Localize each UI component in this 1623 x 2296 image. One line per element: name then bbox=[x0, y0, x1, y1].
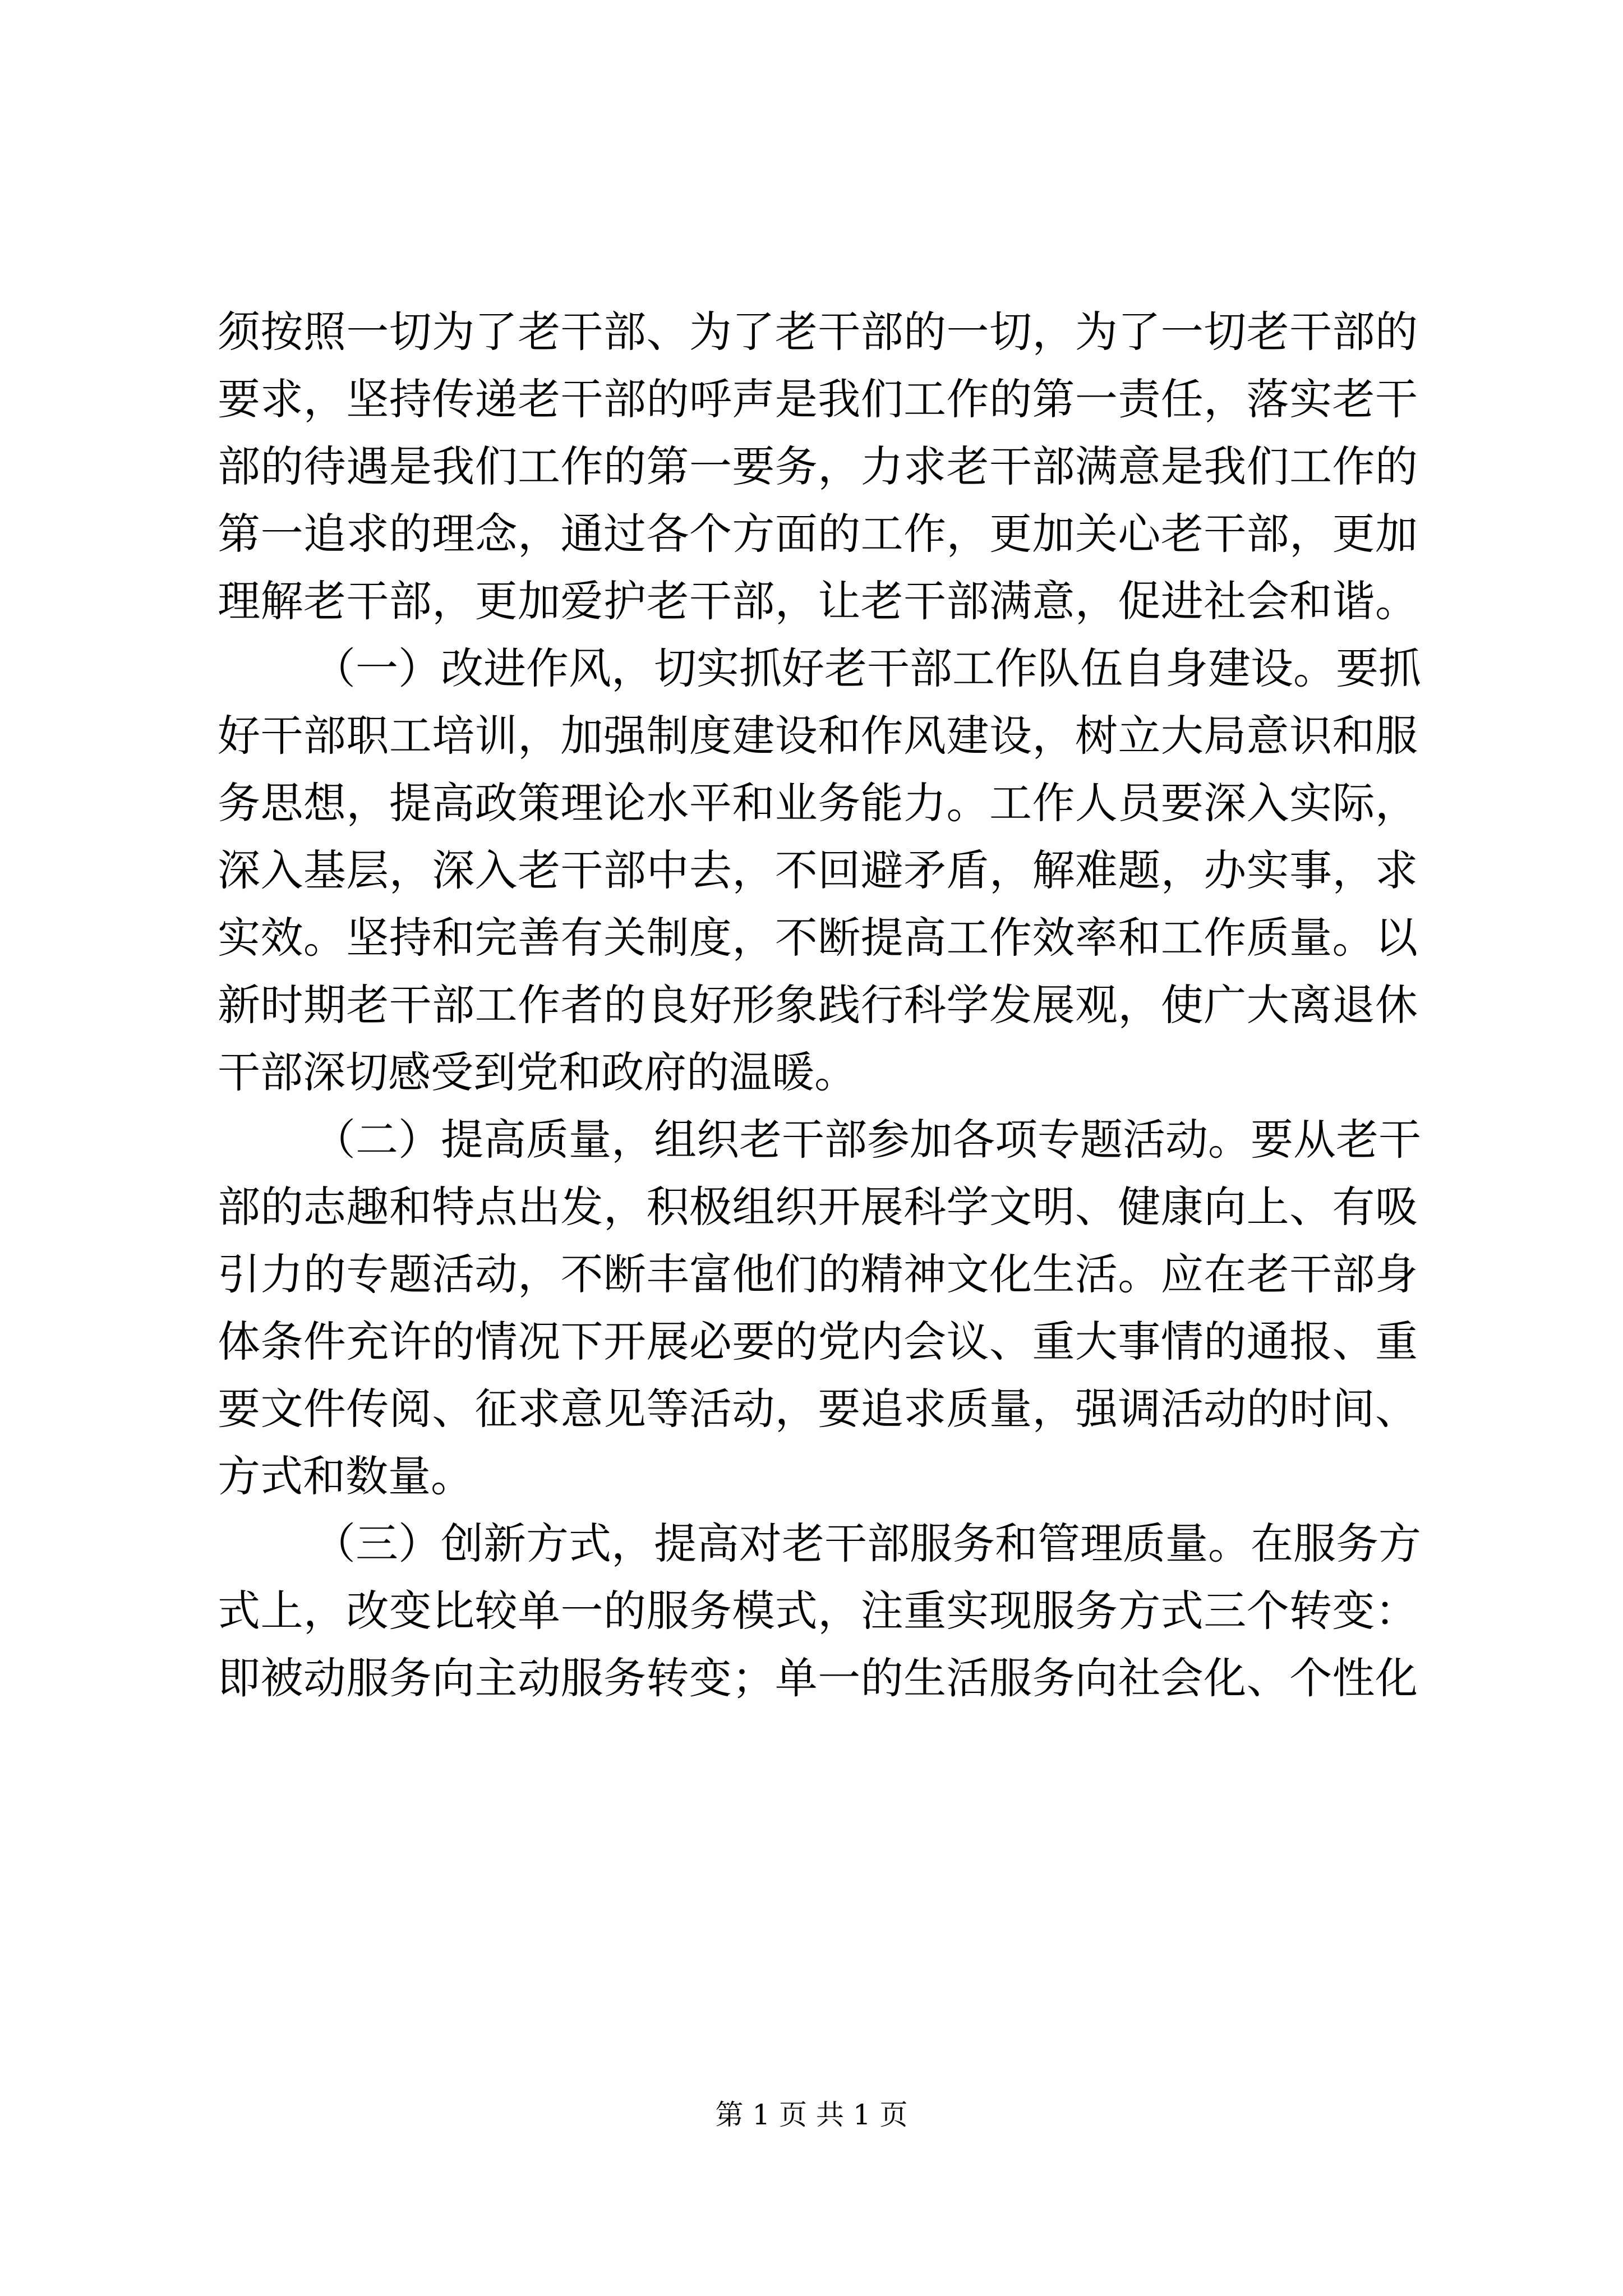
text-line: 引力的专题活动，不断丰富他们的精神文化生活。应在老干部身 bbox=[218, 1249, 1418, 1299]
text-line: 须按照一切为了老干部、为了老干部的一切，为了一切老干部的 bbox=[218, 307, 1418, 357]
text-line: 体条件充许的情况下开展必要的党内会议、重大事情的通报、重 bbox=[218, 1317, 1418, 1366]
text-line: 好干部职工培训，加强制度建设和作风建设，树立大局意识和服 bbox=[218, 711, 1418, 761]
text-line: 深入基层，深入老干部中去，不回避矛盾，解难题，办实事，求 bbox=[218, 845, 1418, 895]
text-line: 新时期老干部工作者的良好形象践行科学发展观，使广大离退休 bbox=[218, 980, 1418, 1030]
text-line: 要文件传阅、征求意见等活动，要追求质量，强调活动的时间、 bbox=[218, 1384, 1418, 1434]
text-line: 实效。坚持和完善有关制度，不断提高工作效率和工作质量。以 bbox=[218, 913, 1418, 963]
paragraph-heading-1: （一）改进作风，切实抓好老干部工作队伍自身建设。要抓 bbox=[313, 643, 1421, 693]
text-line: 方式和数量。 bbox=[218, 1451, 473, 1501]
paragraph-heading-2: （二）提高质量，组织老干部参加各项专题活动。要从老干 bbox=[313, 1115, 1421, 1165]
text-line: 第一追求的理念，通过各个方面的工作，更加关心老干部，更加 bbox=[218, 509, 1418, 559]
text-line: 部的志趣和特点出发，积极组织开展科学文明、健康向上、有吸 bbox=[218, 1182, 1418, 1232]
page-number-footer: 第 1 页 共 1 页 bbox=[715, 2099, 908, 2131]
text-line: 干部深切感受到党和政府的温暖。 bbox=[218, 1047, 857, 1097]
text-line: 部的待遇是我们工作的第一要务，力求老干部满意是我们工作的 bbox=[218, 441, 1418, 491]
text-line: 理解老干部，更加爱护老干部，让老干部满意，促进社会和谐。 bbox=[218, 576, 1418, 626]
text-line: 式上，改变比较单一的服务模式，注重实现服务方式三个转变： bbox=[218, 1586, 1418, 1636]
text-line: 即被动服务向主动服务转变；单一的生活服务向社会化、个性化 bbox=[218, 1653, 1418, 1703]
paragraph-heading-3: （三）创新方式，提高对老干部服务和管理质量。在服务方 bbox=[313, 1519, 1421, 1568]
text-line: 要求，坚持传递老干部的呼声是我们工作的第一责任，落实老干 bbox=[218, 374, 1418, 424]
text-line: 务思想，提高政策理论水平和业务能力。工作人员要深入实际， bbox=[218, 778, 1418, 828]
